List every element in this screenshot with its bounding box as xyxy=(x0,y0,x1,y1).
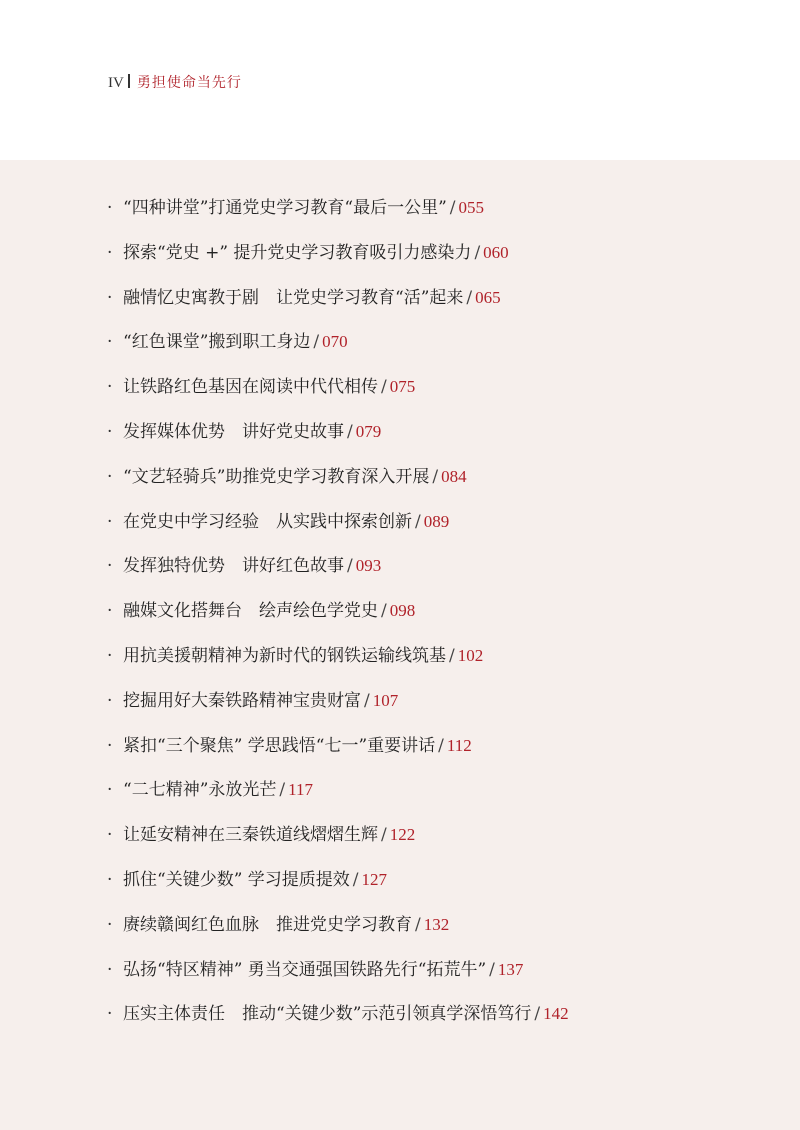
toc-entry-title: 融情忆史寓教于剧 让党史学习教育“活”起来 xyxy=(123,287,464,308)
toc-entry-title: “文艺轻骑兵”助推党史学习教育深入开展 xyxy=(123,466,430,487)
page-separator: / xyxy=(381,825,387,846)
toc-entry[interactable] xyxy=(107,418,777,463)
toc-entry-page-number: 075 xyxy=(389,377,416,397)
toc-entry-title: 赓续赣闽红色血脉 推进党史学习教育 xyxy=(123,914,412,935)
toc-entry[interactable] xyxy=(107,597,777,642)
toc-entry-title: 让铁路红色基因在阅读中代代相传 xyxy=(123,377,378,398)
bullet-dot-icon: · xyxy=(107,780,113,801)
toc-entry[interactable] xyxy=(107,821,777,866)
page-separator: / xyxy=(347,421,353,442)
bullet-dot-icon: · xyxy=(107,825,113,846)
page-separator: / xyxy=(279,780,286,801)
header-separator xyxy=(128,74,130,88)
toc-entry-title: 融媒文化搭舞台 绘声绘色学党史 xyxy=(123,601,378,622)
toc-entry-page-number: 132 xyxy=(423,914,450,934)
bullet-dot-icon: · xyxy=(107,1004,113,1025)
toc-entry-page-number: 084 xyxy=(441,466,467,486)
toc-panel xyxy=(0,160,800,1130)
toc-entry-title: 弘扬“特区精神” 勇当交通强国铁路先行“拓荒牛” xyxy=(123,959,487,980)
page-separator: / xyxy=(432,466,439,487)
bullet-dot-icon: · xyxy=(107,287,113,308)
page-separator: / xyxy=(313,332,320,353)
toc-entry-page-number: 093 xyxy=(355,556,382,576)
toc-entry-title: 紧扣“三个聚焦” 学思践悟“七一”重要讲话 xyxy=(123,735,436,756)
toc-entry-page-number: 079 xyxy=(355,421,382,441)
running-head xyxy=(108,72,242,93)
toc-entry-title: 抓住“关键少数” 学习提质提效 xyxy=(123,869,350,890)
toc-entry-page-number: 055 xyxy=(458,198,484,217)
toc-entry-title: “四种讲堂”打通党史学习教育“最后一公里” xyxy=(123,198,447,218)
toc-entry-page-number: 089 xyxy=(423,511,450,531)
page-separator: / xyxy=(449,198,456,218)
page-separator: / xyxy=(438,735,444,756)
page-separator: / xyxy=(534,1004,541,1025)
toc-entry[interactable] xyxy=(107,239,777,284)
toc-entry-page-number: 098 xyxy=(389,601,416,621)
page-separator: / xyxy=(466,287,473,308)
bullet-dot-icon: · xyxy=(107,735,113,756)
toc-entry[interactable] xyxy=(107,776,777,821)
toc-entry[interactable] xyxy=(107,956,777,1001)
bullet-dot-icon: · xyxy=(107,645,113,666)
toc-entry-page-number: 122 xyxy=(389,825,416,845)
toc-entry-page-number: 102 xyxy=(457,645,484,665)
toc-entry[interactable] xyxy=(107,732,777,777)
page-separator: / xyxy=(489,959,495,980)
toc-entry-page-number: 142 xyxy=(543,1004,569,1024)
toc-entry[interactable] xyxy=(107,866,777,911)
toc-entry[interactable] xyxy=(107,328,777,373)
toc-entry-page-number: 112 xyxy=(446,735,472,755)
toc-entry[interactable] xyxy=(107,373,777,418)
page-number: IV xyxy=(108,75,124,91)
bullet-dot-icon: · xyxy=(107,690,113,711)
bullet-dot-icon: · xyxy=(107,511,113,532)
toc-entry[interactable] xyxy=(107,508,777,553)
toc-entry-title: 让延安精神在三秦铁道线熠熠生辉 xyxy=(123,825,378,846)
toc-entry-title: 发挥媒体优势 讲好党史故事 xyxy=(123,421,344,442)
toc-entry-page-number: 137 xyxy=(497,959,524,979)
toc-entry-title: 挖掘用好大秦铁路精神宝贵财富 xyxy=(123,690,361,711)
toc-entry-title: 探索“党史 +” 提升党史学习教育吸引力感染力 xyxy=(123,242,472,263)
toc-entry[interactable] xyxy=(107,642,777,687)
toc-entry-page-number: 060 xyxy=(483,242,509,262)
bullet-dot-icon: · xyxy=(107,601,113,622)
bullet-dot-icon: · xyxy=(107,198,113,218)
page-separator: / xyxy=(449,645,455,666)
book-title: 勇担使命当先行 xyxy=(136,75,242,91)
page-separator: / xyxy=(381,601,387,622)
toc-entry-page-number: 070 xyxy=(322,332,348,352)
bullet-dot-icon: · xyxy=(107,556,113,577)
page-separator: / xyxy=(381,377,387,398)
toc-entry[interactable] xyxy=(107,463,777,508)
toc-entry[interactable] xyxy=(107,194,777,239)
toc-entry-title: “红色课堂”搬到职工身边 xyxy=(123,332,311,353)
page-separator: / xyxy=(347,556,353,577)
page-separator: / xyxy=(474,242,481,263)
page-separator: / xyxy=(415,511,421,532)
bullet-dot-icon: · xyxy=(107,914,113,935)
toc-list xyxy=(107,194,777,1045)
toc-entry-title: 用抗美援朝精神为新时代的钢铁运输线筑基 xyxy=(123,645,446,666)
bullet-dot-icon: · xyxy=(107,869,113,890)
bullet-dot-icon: · xyxy=(107,332,113,353)
page-separator: / xyxy=(352,869,359,890)
toc-entry[interactable] xyxy=(107,552,777,597)
bullet-dot-icon: · xyxy=(107,377,113,398)
toc-entry-title: “二七精神”永放光芒 xyxy=(123,780,277,801)
page-separator: / xyxy=(415,914,421,935)
toc-entry-title: 发挥独特优势 讲好红色故事 xyxy=(123,556,344,577)
page-header xyxy=(0,0,800,160)
toc-entry-page-number: 065 xyxy=(475,287,501,307)
toc-entry[interactable] xyxy=(107,1000,777,1045)
toc-entry[interactable] xyxy=(107,911,777,956)
page-separator: / xyxy=(364,690,370,711)
toc-entry[interactable] xyxy=(107,687,777,732)
toc-entry-page-number: 107 xyxy=(372,690,399,710)
bullet-dot-icon: · xyxy=(107,242,113,263)
bullet-dot-icon: · xyxy=(107,959,113,980)
toc-entry-page-number: 117 xyxy=(288,780,313,800)
toc-entry-title: 压实主体责任 推动“关键少数”示范引领真学深悟笃行 xyxy=(123,1004,532,1025)
toc-entry-page-number: 127 xyxy=(361,869,388,889)
bullet-dot-icon: · xyxy=(107,421,113,442)
bullet-dot-icon: · xyxy=(107,466,113,487)
toc-entry[interactable] xyxy=(107,284,777,329)
toc-entry-title: 在党史中学习经验 从实践中探索创新 xyxy=(123,511,412,532)
